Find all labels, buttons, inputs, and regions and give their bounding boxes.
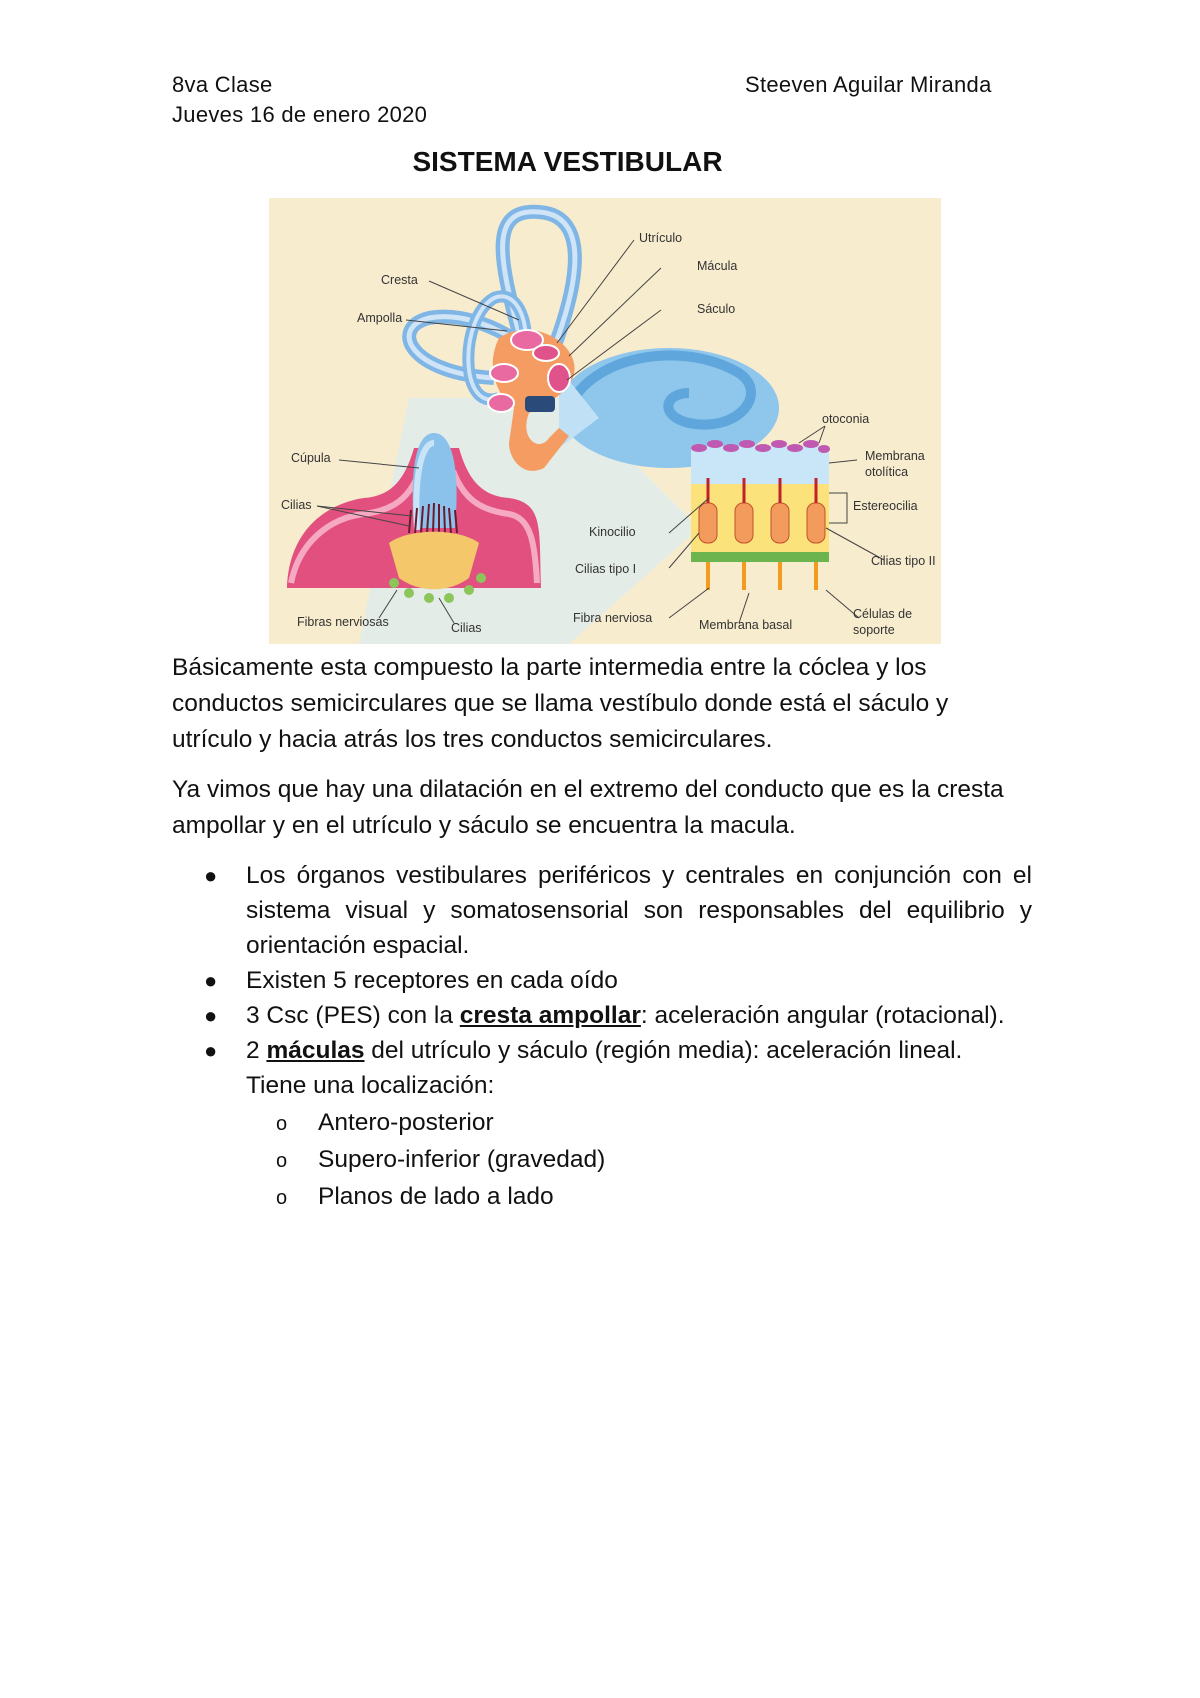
vestibular-diagram <box>269 198 941 644</box>
page-title: SISTEMA VESTIBULAR <box>412 146 723 177</box>
bullet-icon: ● <box>204 1003 218 1028</box>
bullet-text: Los órganos vestibulares periféricos y centrales en conjunción con el sistema visual y somatosensorial son responsables del equilibrio y orientación espacial. <box>246 862 1032 959</box>
label-cilias-tipo-ii: Cilias tipo II <box>871 554 936 568</box>
sub-item <box>246 1105 1032 1140</box>
label-cilias-bottom: Cilias <box>451 621 482 635</box>
circle-bullet-icon: o <box>276 1113 288 1135</box>
sub-item <box>246 1142 1032 1177</box>
circle-bullet-icon: o <box>276 1150 288 1172</box>
sub-item-text: Supero-inferior (gravedad) <box>318 1146 606 1173</box>
bullet-icon: ● <box>204 863 218 888</box>
localization-intro: Tiene una localización: <box>246 1072 495 1099</box>
label-kinocilio: Kinocilio <box>589 525 636 539</box>
label-membrana-basal: Membrana basal <box>699 618 793 632</box>
bullet-text: Existen 5 receptores en cada oído <box>246 967 618 994</box>
bullet-item <box>172 998 1032 1033</box>
emphasis-maculas: máculas <box>266 1037 365 1064</box>
circle-bullet-icon: o <box>276 1187 288 1209</box>
bullet-item <box>172 1033 1032 1214</box>
label-ampolla: Ampolla <box>357 311 403 325</box>
bullet-icon: ● <box>204 968 218 993</box>
header-date: Jueves 16 de enero 2020 <box>172 102 428 127</box>
bullet-text: 3 Csc (PES) con la <box>246 1002 460 1029</box>
bullet-text: : aceleración angular (rotacional). <box>640 1002 1005 1029</box>
label-fibras-nerviosas: Fibras nerviosas <box>297 615 389 629</box>
label-otoconia: otoconia <box>822 412 870 426</box>
label-membrana-otolitica-1: Membrana <box>865 449 925 463</box>
bullet-item <box>172 963 1032 998</box>
header-class: 8va Clase <box>172 72 273 97</box>
label-cupula: Cúpula <box>291 451 331 465</box>
label-cresta: Cresta <box>381 273 418 287</box>
paragraph-2: Ya vimos que hay una dilatación en el extremo del conducto que es la cresta ampollar y en el utrículo y sáculo se encuentra la macula. <box>172 776 1004 839</box>
label-membrana-otolitica-2: otolítica <box>865 465 909 479</box>
bullet-list <box>172 858 1032 1214</box>
emphasis-cresta-ampollar: cresta ampollar <box>459 1002 641 1029</box>
label-estereocilia: Estereocilia <box>853 499 918 513</box>
label-macula: Mácula <box>697 259 738 273</box>
label-saculo: Sáculo <box>697 302 736 316</box>
sub-item-text: Antero-posterior <box>318 1109 494 1136</box>
label-fibra-nerviosa: Fibra nerviosa <box>573 611 653 625</box>
bullet-icon: ● <box>204 1038 218 1063</box>
bullet-item <box>172 858 1032 963</box>
label-cilias-tipo-i: Cilias tipo I <box>575 562 637 576</box>
label-celulas-soporte-2: soporte <box>853 623 895 637</box>
label-utriculo: Utrículo <box>639 231 683 245</box>
label-celulas-soporte-1: Células de <box>853 607 913 621</box>
bullet-text: del utrículo y sáculo (región media): aceleración lineal. <box>364 1037 963 1064</box>
header-author: Steeven Aguilar Miranda <box>745 72 992 97</box>
sub-list <box>246 1105 1032 1214</box>
paragraph-1: Básicamente esta compuesto la parte intermedia entre la cóclea y los conductos semicirculares que se llama vestíbulo donde está el sáculo y utrículo y hacia atrás los tres conductos semicirculares. <box>172 654 949 753</box>
sub-item <box>246 1179 1032 1214</box>
label-cilias-left: Cilias <box>281 498 312 512</box>
sub-item-text: Planos de lado a lado <box>318 1183 554 1210</box>
bullet-text: 2 <box>246 1037 267 1064</box>
